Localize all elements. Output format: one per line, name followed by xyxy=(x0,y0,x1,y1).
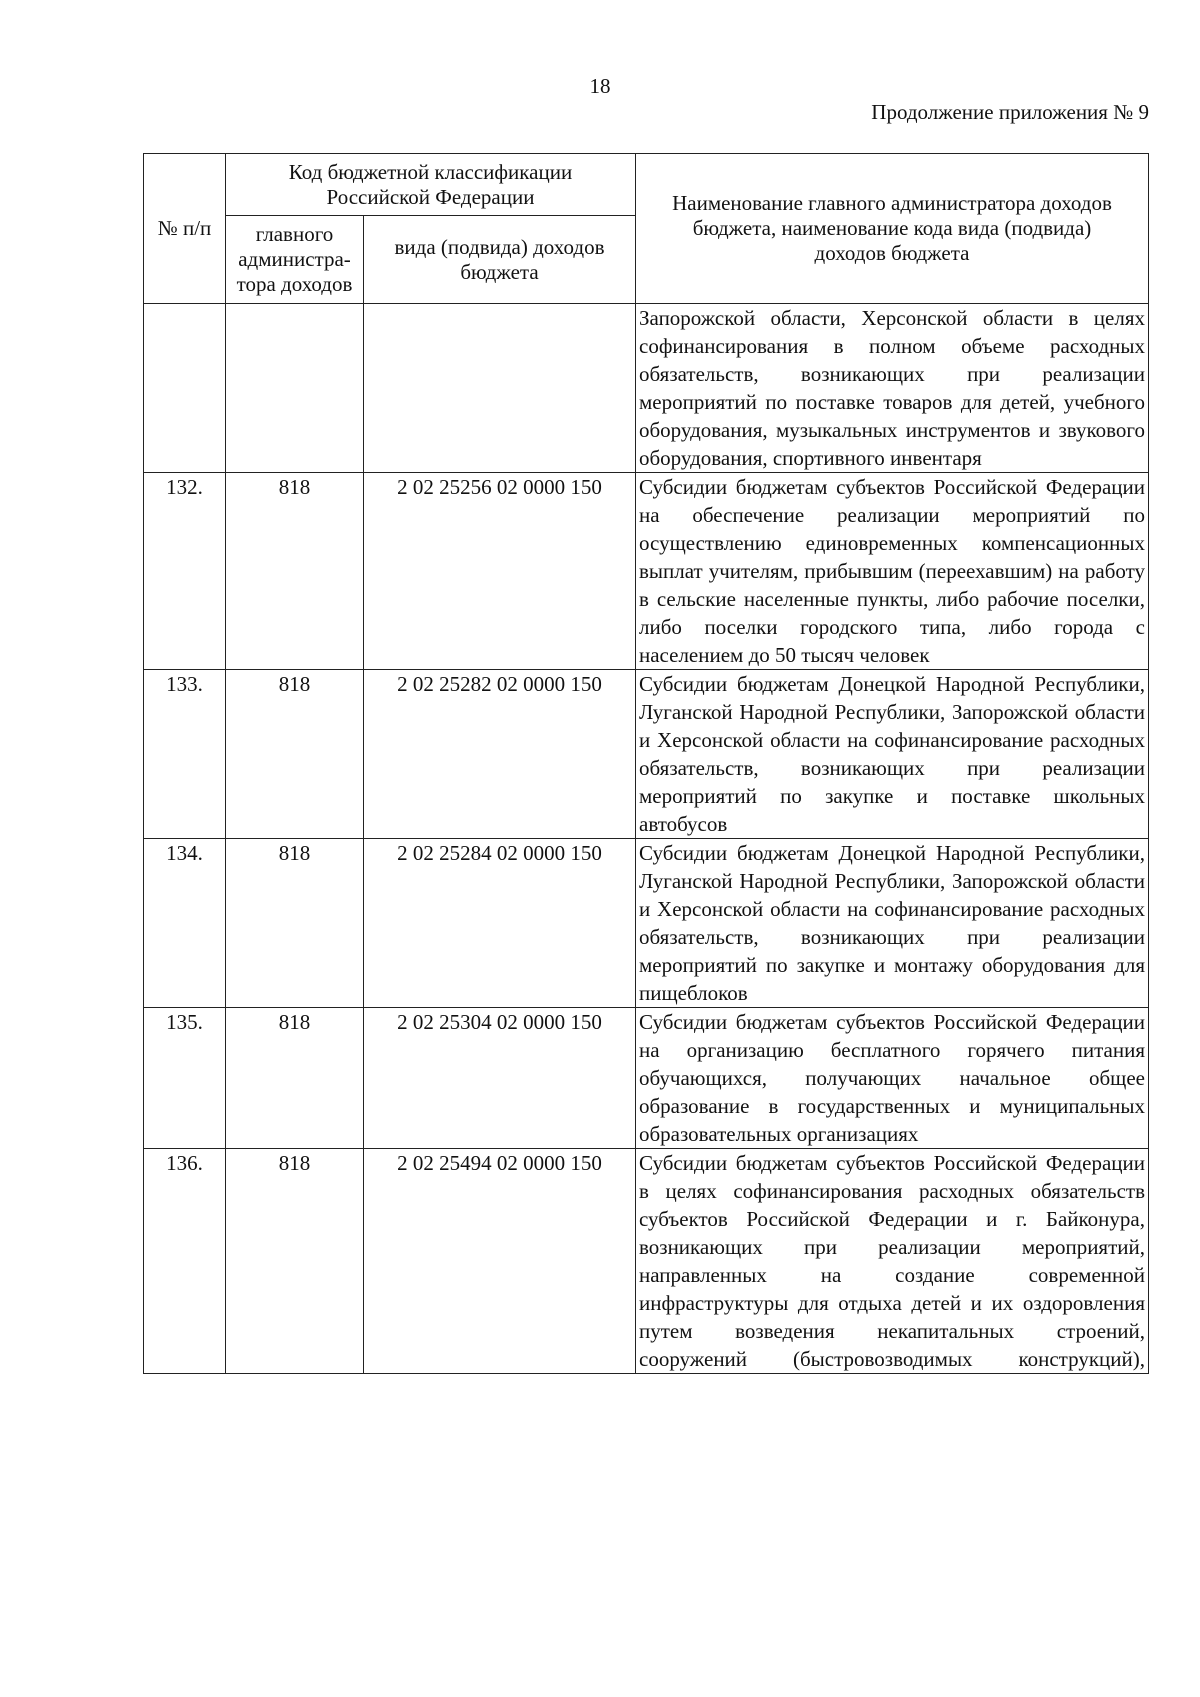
table-row xyxy=(144,839,1149,1008)
row-income-code: 2 02 25256 02 0000 150 xyxy=(364,473,636,670)
table-row xyxy=(144,473,1149,670)
revenue-classification-table xyxy=(143,153,1149,1374)
row-number: 136. xyxy=(144,1149,226,1374)
row-income-code: 2 02 25304 02 0000 150 xyxy=(364,1008,636,1149)
row-number: 134. xyxy=(144,839,226,1008)
row-income-code: 2 02 25494 02 0000 150 xyxy=(364,1149,636,1374)
table-row xyxy=(144,670,1149,839)
row-name: Субсидии бюджетам субъектов Российской Федерации на обеспечение реализации мероприятий по осуществлению единовременных компенсационных выплат учителям, прибывшим (переехавшим) на работу в сельские населенные пункты, либо рабочие поселки, либо поселки городского типа, либо города с населением до 50 тысяч человек xyxy=(636,473,1149,670)
row-admin-code xyxy=(226,304,364,473)
row-admin-code: 818 xyxy=(226,839,364,1008)
appendix-continuation-label: Продолжение приложения № 9 xyxy=(871,100,1149,124)
table-row xyxy=(144,1149,1149,1374)
row-number: 132. xyxy=(144,473,226,670)
header-name: Наименование главного администратора доходов бюджета, наименование кода вида (подвида) доходов бюджета xyxy=(636,154,1149,304)
row-admin-code: 818 xyxy=(226,670,364,839)
row-income-code xyxy=(364,304,636,473)
row-name: Субсидии бюджетам Донецкой Народной Республики, Луганской Народной Республики, Запорожской области и Херсонской области на софинансирование расходных обязательств, возникающих при реализации мероприятий по закупке и поставке школьных автобусов xyxy=(636,670,1149,839)
row-number: 133. xyxy=(144,670,226,839)
row-income-code: 2 02 25284 02 0000 150 xyxy=(364,839,636,1008)
table-row xyxy=(144,1008,1149,1149)
page-number: 18 xyxy=(589,74,611,98)
row-name: Субсидии бюджетам субъектов Российской Федерации в целях софинансирования расходных обязательств субъектов Российской Федерации и г. Байконура, возникающих при реализации мероприятий, направленных на создание современной инфраструктуры для отдыха детей и их оздоровления путем возведения некапитальных строений, сооружений (быстровозводимых конструкций), xyxy=(636,1149,1149,1374)
row-income-code: 2 02 25282 02 0000 150 xyxy=(364,670,636,839)
header-code-group: Код бюджетной классификации Российской Федерации xyxy=(226,154,636,216)
row-admin-code: 818 xyxy=(226,473,364,670)
row-name: Субсидии бюджетам Донецкой Народной Республики, Луганской Народной Республики, Запорожской области и Херсонской области на софинансирование расходных обязательств, возникающих при реализации мероприятий по закупке и монтажу оборудования для пищеблоков xyxy=(636,839,1149,1008)
row-name: Субсидии бюджетам субъектов Российской Федерации на организацию бесплатного горячего питания обучающихся, получающих начальное общее образование в государственных и муниципальных образовательных организациях xyxy=(636,1008,1149,1149)
row-admin-code: 818 xyxy=(226,1008,364,1149)
header-admin: главного администра-тора доходов xyxy=(226,216,364,304)
row-number xyxy=(144,304,226,473)
row-name: Запорожской области, Херсонской области в целях софинансирования в полном объеме расходных обязательств, возникающих при реализации мероприятий по поставке товаров для детей, учебного оборудования, музыкальных инструментов и звукового оборудования, спортивного инвентаря xyxy=(636,304,1149,473)
row-number: 135. xyxy=(144,1008,226,1149)
header-number: № п/п xyxy=(144,154,226,304)
row-admin-code: 818 xyxy=(226,1149,364,1374)
table-row xyxy=(144,304,1149,473)
header-income-type: вида (подвида) доходов бюджета xyxy=(364,216,636,304)
